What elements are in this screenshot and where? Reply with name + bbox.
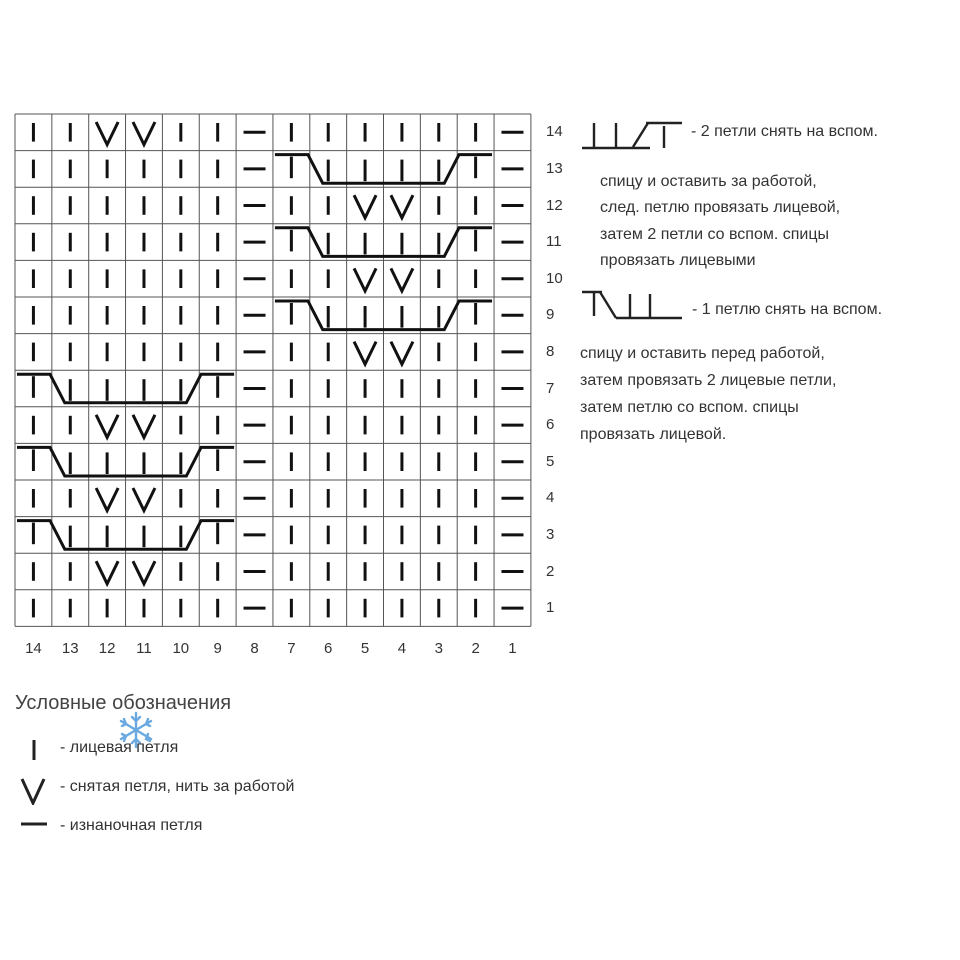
- slip-stitch: [96, 415, 118, 438]
- column-number: 7: [287, 640, 296, 657]
- slip-stitch: [354, 195, 376, 218]
- legend-item-knit: [20, 736, 340, 760]
- row-number: 9: [546, 306, 555, 324]
- row-number: 7: [546, 379, 555, 397]
- cable-right-cross-symbol: [578, 114, 688, 150]
- legend-title: Условные обозначения: [15, 692, 232, 714]
- column-number: 12: [98, 640, 116, 657]
- row-number: 12: [546, 196, 563, 214]
- column-number: 8: [250, 640, 259, 657]
- slip-stitch: [354, 268, 376, 291]
- cable-left-cross-desc-2: затем провязать 2 лицевые петли,: [580, 372, 837, 389]
- row-number: 1: [546, 599, 555, 617]
- column-number: 4: [397, 640, 407, 657]
- slip-stitch-icon: [20, 775, 50, 805]
- slip-stitch: [133, 488, 155, 511]
- column-number: 11: [136, 640, 152, 657]
- cable-right-cross-desc-4: провязать лицевыми: [600, 252, 756, 269]
- row-number: 14: [546, 123, 563, 141]
- row-number: 10: [546, 269, 563, 287]
- slip-stitch: [133, 561, 155, 584]
- column-number: 3: [434, 640, 443, 657]
- legend-label-knit: - лицевая петля: [60, 739, 179, 756]
- row-number: 13: [546, 159, 563, 177]
- row-number: 8: [546, 342, 555, 360]
- purl-stitch-icon: [20, 814, 50, 840]
- legend-item-purl: [20, 814, 340, 838]
- slip-stitch: [391, 195, 413, 218]
- knit-stitch-icon: [20, 736, 50, 762]
- slip-stitch: [391, 268, 413, 291]
- slip-stitch: [96, 122, 118, 145]
- column-number: 10: [172, 640, 190, 657]
- slip-stitch: [133, 122, 155, 145]
- legend-label-slip: - снятая петля, нить за работой: [60, 778, 295, 795]
- column-number: 2: [471, 640, 480, 657]
- cable-left-cross-desc-4: провязать лицевой.: [580, 426, 727, 443]
- slip-stitch: [391, 342, 413, 365]
- column-number: 14: [25, 640, 42, 657]
- slip-stitch: [96, 488, 118, 511]
- column-number: 13: [61, 640, 79, 657]
- row-number: 3: [546, 525, 555, 543]
- column-number: 1: [508, 640, 517, 657]
- cable-left-cross-desc-1: спицу и оставить перед работой,: [580, 345, 825, 362]
- row-number: 6: [546, 416, 555, 434]
- legend-item-slip: [20, 775, 360, 799]
- slip-stitch: [354, 342, 376, 365]
- row-number: 4: [546, 489, 555, 507]
- cable-right-cross-desc-1: спицу и оставить за работой,: [600, 173, 817, 190]
- cable-right-cross-desc-2: след. петлю провязать лицевой,: [600, 199, 841, 216]
- column-number: 6: [324, 640, 333, 657]
- column-number: 5: [360, 640, 370, 657]
- cable-right-cross-desc-3: затем 2 петли со вспом. спицы: [600, 226, 830, 243]
- column-number: 9: [213, 640, 222, 657]
- cable-left-cross-title: - 1 петлю снять на вспом.: [692, 301, 883, 318]
- slip-stitch: [96, 561, 118, 584]
- row-number: 2: [546, 562, 555, 580]
- cable-right-cross-title: - 2 петли снять на вспом.: [691, 123, 878, 140]
- cable-left-cross-symbol: [578, 288, 688, 324]
- row-number: 11: [546, 233, 562, 251]
- slip-stitch: [133, 415, 155, 438]
- legend-label-purl: - изнаночная петля: [60, 817, 203, 834]
- cable-left-cross-desc-3: затем петлю со вспом. спицы: [580, 399, 799, 416]
- row-number: 5: [546, 452, 555, 470]
